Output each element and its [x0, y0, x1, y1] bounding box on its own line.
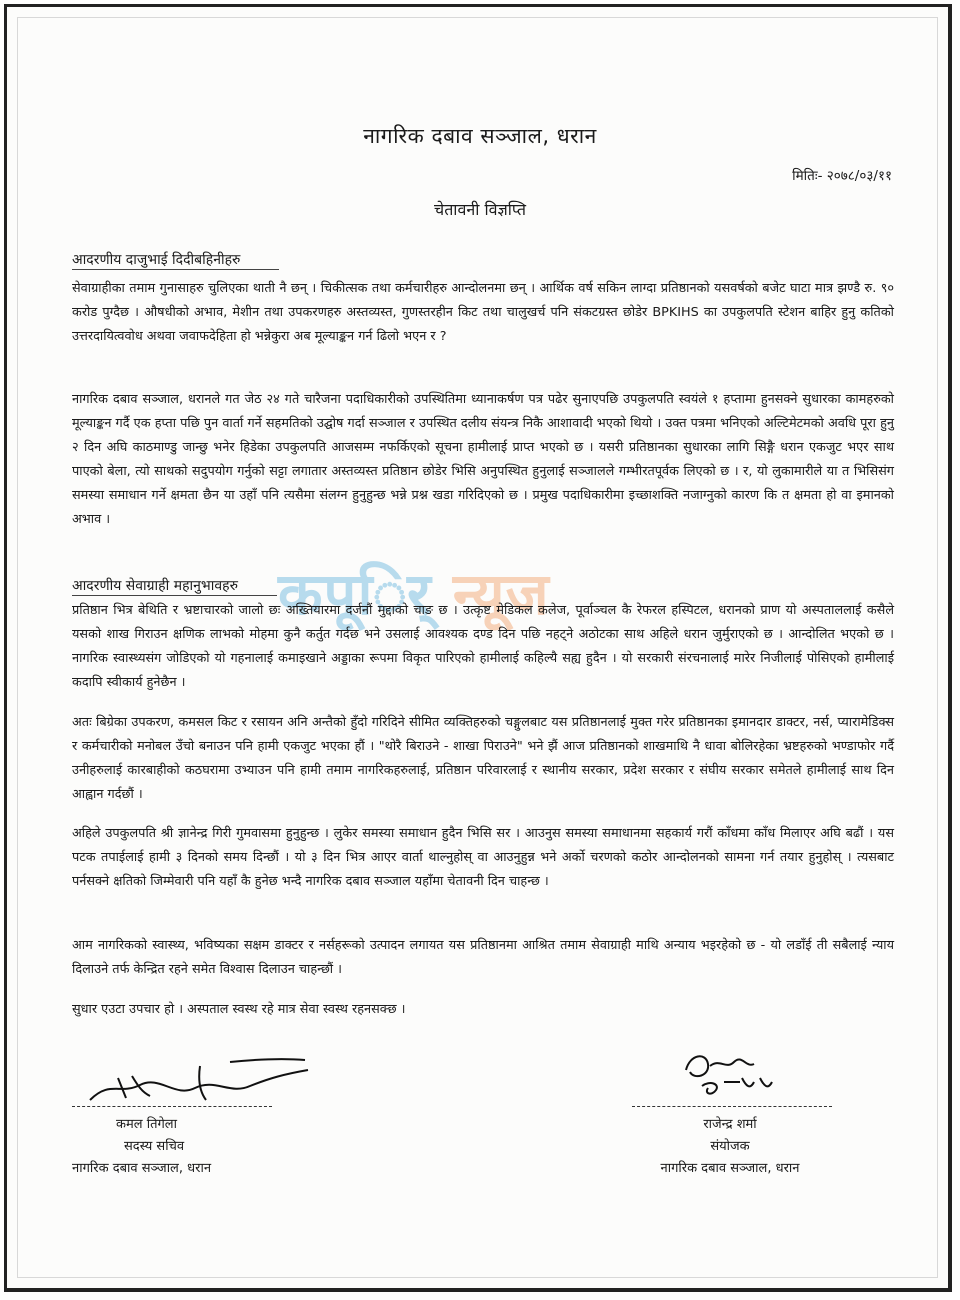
signatory-left-role: सदस्य सचिव: [124, 1139, 185, 1154]
signature-right-line: [632, 1106, 832, 1107]
document-date: मितिः- २०७८/०३/११: [792, 168, 892, 184]
signature-right-scribble: [680, 1042, 790, 1102]
signatory-left-org: नागरिक दबाव सञ्जाल, धरान: [72, 1161, 212, 1176]
signatory-right-name: राजेन्द्र शर्मा: [703, 1117, 757, 1132]
watermark-left: कपूर्ि: [278, 560, 432, 628]
paragraph-4: अतः बिग्रेका उपकरण, कमसल किट र रसायन अनि अन्तैको हुँदो गरिदिने सीमित व्यक्तिहरुको चङ्गुलबाट यस प्रतिष्ठानलाई मुक्त गरेर प्रतिष्ठानका इमानदार डाक्टर, नर्स, प्यारामेडिक्स र कर्मचारीको मनोबल उँचो बनाउन पनि हामी एकजुट भएका हौं । "थोरै बिराउने - शाखा पिराउने" भने झैं आज प्रतिष्ठानको शाखमाथि नै धावा बोलिरहेका भ्रष्टहरुको भण्डाफोर गर्दै उनीहरुलाई कारबाहीको कठघरामा उभ्याउन पनि हामी तमाम नागरिकहरुलाई, प्रतिष्ठान परिवारलाई र स्थानीय सरकार, प्रदेश सरकार र संघीय सरकार समेतले हामीलाई साथ दिन आह्वान गर्दछौं ।: [72, 715, 894, 802]
signature-left-line: [72, 1106, 272, 1107]
document-subtitle: चेतावनी विज्ञप्ति: [434, 200, 526, 219]
greeting-heading-1: आदरणीय दाजुभाई दिदीबहिनीहरु: [72, 252, 241, 268]
paragraph-6: आम नागरिकको स्वास्थ्य, भविष्यका सक्षम डाक्टर र नर्सहरूको उत्पादन लगायत यस प्रतिष्ठानमा आश्रित तमाम सेवाग्राही माथि अन्याय भइरहेको छ - यो लडाँई ती सबैलाई न्याय दिलाउने तर्फ केन्द्रित रहने समेत विश्वास दिलाउन चाहन्छौं ।: [72, 938, 894, 977]
signatory-right-role: संयोजक: [710, 1139, 750, 1154]
paragraph-7: सुधार एउटा उपचार हो । अस्पताल स्वस्थ रहे मात्र सेवा स्वस्थ रहनसक्छ ।: [72, 1002, 406, 1017]
paragraph-2: नागरिक दबाव सञ्जाल, धरानले गत जेठ २४ गते चारैजना पदाधिकारीको उपस्थितिमा ध्यानाकर्षण पत्र पढेर सुनाएपछि उपकुलपति स्वयंले १ हप्तामा हुनसक्ने सुधारका कामहरुको मूल्याङ्कन गर्दै एक हप्ता पछि पुन वार्ता गर्ने सहमतिको उद्घोष गर्दा सञ्जाल र उपस्थित दलीय संयन्त्र निकै आशावादी भएको थियो । उक्त पत्रमा भनिएको अल्टिमेटमको अवधि पूरा हुनु २ दिन अघि काठमाण्डु जान्छु भनेर हिडेका उपकुलपति आजसम्म नफर्किएको सूचना हामीलाई प्राप्त भएको छ । यसरी प्रतिष्ठानका सुधारका लागि सिङ्गै धरान एकजुट भएर साथ पाएको बेला, त्यो साथको सदुपयोग गर्नुको सट्टा लगातार अस्तव्यस्त प्रतिष्ठान छोडेर भिसि अनुपस्थित हुनुलाई सञ्जालले गम्भीरतपूर्वक लिएको छ । र, यो लुकामारीले या त भिसिसंग समस्या समाधान गर्ने क्षमता छैन या उहाँ पनि त्यसैमा संलग्न हुनुहुन्छ भन्ने प्रश्न खडा गरिदिएको छ । प्रमुख पदाधिकारीमा इच्छाशक्ति नजाग्नुको कारण कि त क्षमता हो वा इमानको अभाव ।: [72, 392, 894, 527]
paragraph-3: प्रतिष्ठान भित्र बेथिति र भ्रष्टाचारको जालो छः अख्तियारमा दर्जनौं मुद्दाको चाङ छ । उत्कृष्ट मेडिकल कलेज, पूर्वाञ्चल कै रेफरल हस्पिटल, धरानको प्राण यो अस्पताललाई कसैले यसको शाख गिराउन क्षणिक लाभको मोहमा कुनै कर्तुत गर्दछ भने उसलाई आवश्यक दण्ड दिन पछि नहट्ने अठोटका साथ अहिले धरान जुर्मुराएको छ । आन्दोलित भएको छ । नागरिक स्वास्थ्यसंग जोडिएको यो गहनालाई कमाइखाने अड्डाका रूपमा विकृत पारिएको हामीलाई कहिल्यै सह्य हुदैन । यो सरकारी संरचनालाई मारेर निजीलाई पोसिएको हामीलाई कदापि स्वीकार्य हुनेछैन ।: [72, 603, 894, 690]
paragraph-5: अहिले उपकुलपति श्री ज्ञानेन्द्र गिरी गुमवासमा हुनुहुन्छ । लुकेर समस्या समाधान हुदैन भिसि सर । आउनुस समस्या समाधानमा सहकार्य गरौं काँधमा काँध मिलाएर अघि बढौं । यस पटक तपाईलाई हामी ३ दिनको समय दिन्छौं । यो ३ दिन भित्र आएर वार्ता थाल्नुहोस् वा आउनुहुन्न भने अर्को चरणको कठोर आन्दोलनको सामना गर्न तयार हुनुहोस् । त्यसबाट पर्नसक्ने क्षतिको जिम्मेवारी पनि यहाँ कै हुनेछ भन्दै नागरिक दबाव सञ्जाल यहाँमा चेतावनी दिन चाहन्छ ।: [72, 826, 894, 889]
watermark-right: न्यूज: [452, 560, 550, 628]
paragraph-1: सेवाग्राहीका तमाम गुनासाहरु चुलिएका थाती नै छन् । चिकीत्सक तथा कर्मचारीहरु आन्दोलनमा छन् । आर्थिक वर्ष सकिन लाग्दा प्रतिष्ठानको यसवर्षको बजेट घाटा मात्र झण्डै रु. ९० करोड पुग्दैछ । औषधीको अभाव, मेशीन तथा उपकरणहरु अस्तव्यस्त, गुणस्तरहीन किट तथा चालुखर्च पनि संकटग्रस्त छोडेर BPKIHS का उपकुलपति स्टेशन बाहिर हुनु कतिको उत्तरदायित्ववोध अथवा जवाफदेहिता हो भन्नेकुरा अब मूल्याङ्कन गर्न ढिलो भएन र ?: [72, 281, 894, 344]
signature-left-scribble: [80, 1040, 320, 1120]
signatory-right-org: नागरिक दबाव सञ्जाल, धरान: [660, 1161, 800, 1176]
greeting-2-underline: [72, 595, 277, 596]
greeting-1-underline: [72, 269, 279, 270]
signatory-left-name: कमल तिगेला: [116, 1117, 177, 1132]
document-title: नागरिक दबाव सञ्जाल, धरान: [363, 124, 597, 148]
signature-right-block: [640, 1114, 820, 1180]
signature-left-block: [72, 1114, 312, 1180]
greeting-heading-2: आदरणीय सेवाग्राही महानुभावहरु: [72, 578, 238, 594]
